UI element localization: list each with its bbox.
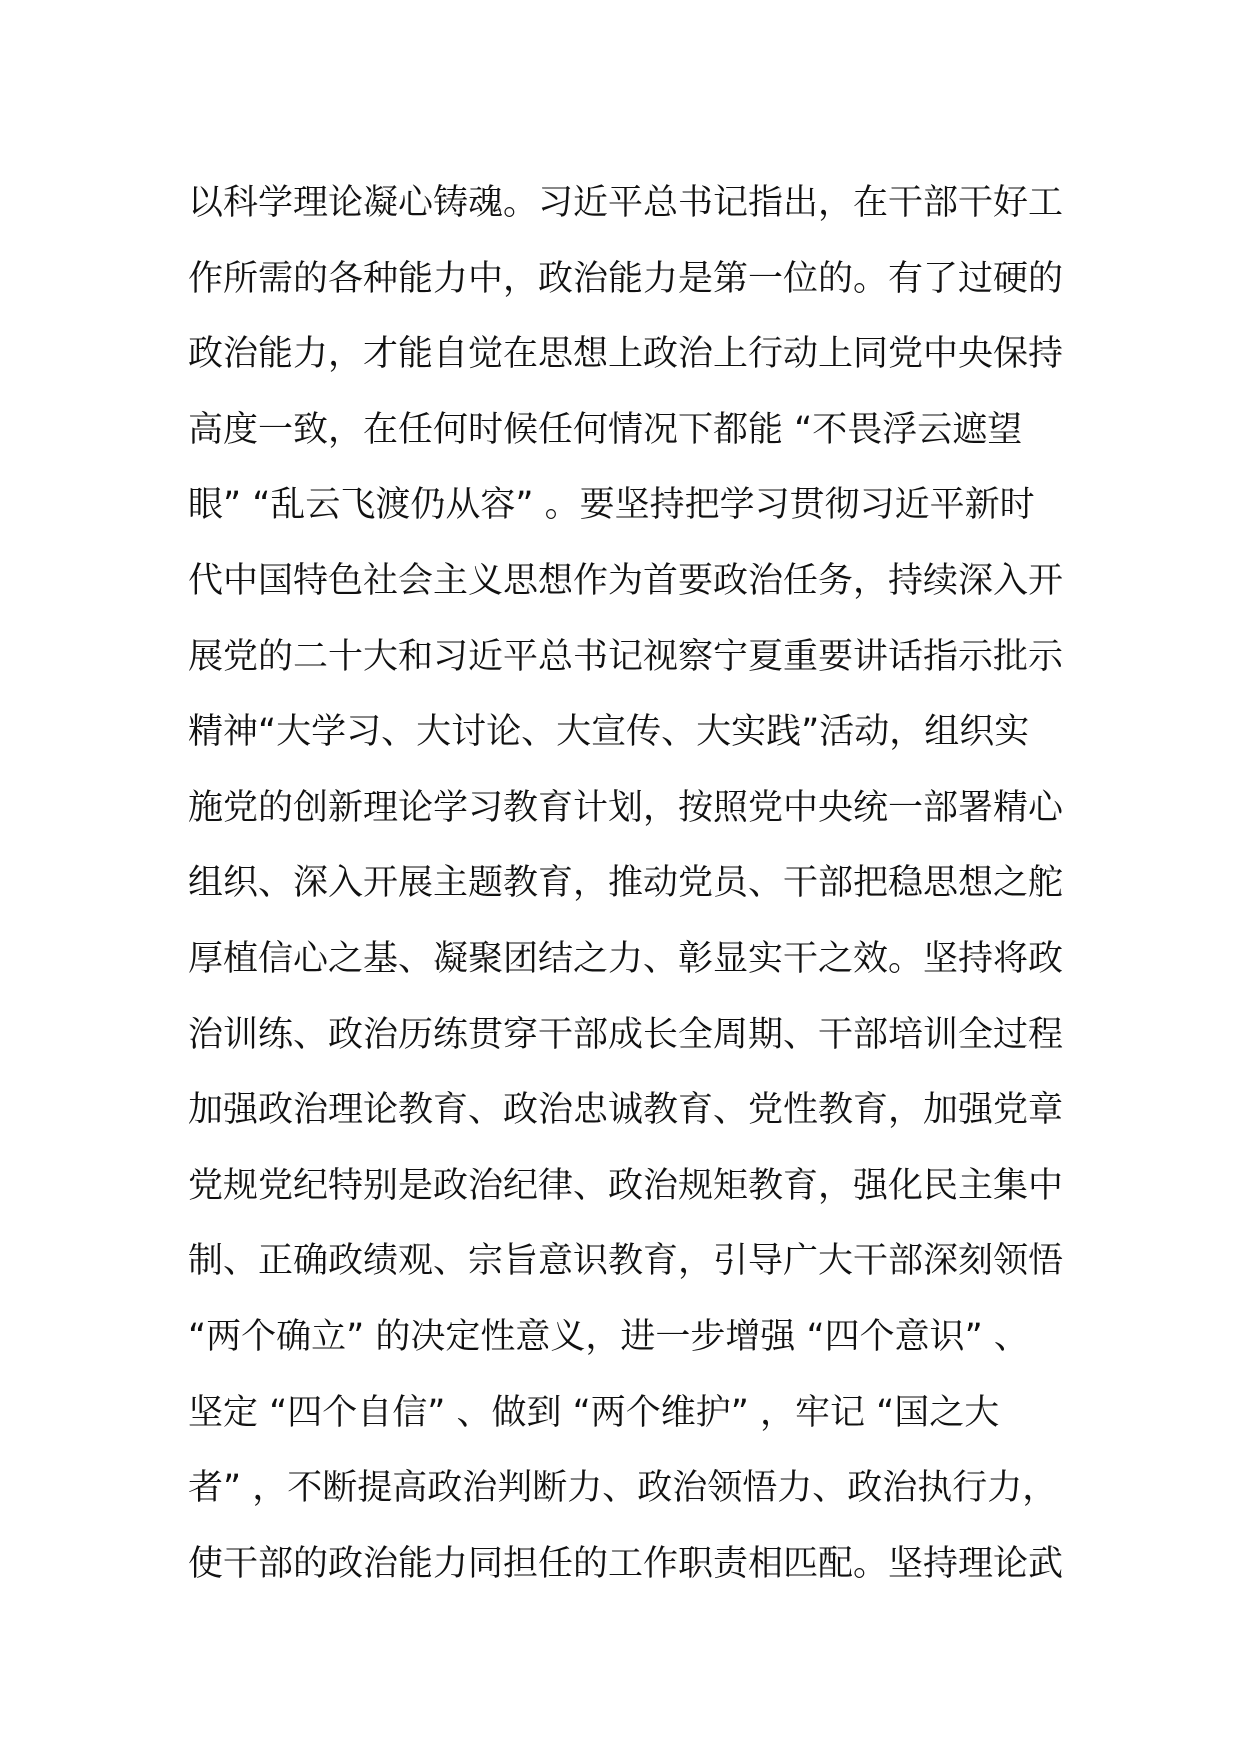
text-line: 展党的二十大和习近平总书记视察宁夏重要讲话指示批示 — [188, 636, 1064, 677]
text-line: 者” ，不断提高政治判断力、政治领悟力、政治执行力， — [188, 1468, 1058, 1509]
text-line: “两个确立” 的决定性意义，进一步增强 “四个意识” 、 — [188, 1316, 1029, 1357]
text-line: 眼” “乱云飞渡仍从容” 。要坚持把学习贯彻习近平新时 — [188, 485, 1035, 526]
text-line: 组织、深入开展主题教育，推动党员、干部把稳思想之舵 — [188, 863, 1064, 904]
text-line: 政治能力，才能自觉在思想上政治上行动上同党中央保持 — [188, 334, 1064, 375]
text-line: 高度一致，在任何时候任何情况下都能 “不畏浮云遮望 — [188, 409, 1023, 450]
text-line: 作所需的各种能力中，政治能力是第一位的。有了过硬的 — [188, 258, 1064, 299]
text-line: 加强政治理论教育、政治忠诚教育、党性教育，加强党章 — [188, 1090, 1064, 1131]
text-line: 以科学理论凝心铸魂。习近平总书记指出，在干部干好工 — [188, 183, 1064, 223]
text-line: 精神“大学习、大讨论、大宣传、大实践”活动，组织实 — [188, 712, 1030, 753]
body-paragraph — [188, 166, 1068, 1602]
text-line: 坚定 “四个自信” 、做到 “两个维护” ，牢记 “国之大 — [188, 1392, 1000, 1433]
text-line: 党规党纪特别是政治纪律、政治规矩教育，强化民主集中 — [188, 1165, 1064, 1206]
text-line: 代中国特色社会主义思想作为首要政治任务，持续深入开 — [188, 560, 1064, 601]
text-line: 施党的创新理论学习教育计划，按照党中央统一部署精心 — [188, 787, 1064, 828]
text-line: 制、正确政绩观、宗旨意识教育，引导广大干部深刻领悟 — [188, 1241, 1064, 1282]
text-line: 厚植信心之基、凝聚团结之力、彰显实干之效。坚持将政 — [188, 938, 1064, 979]
text-line: 使干部的政治能力同担任的工作职责相匹配。坚持理论武 — [188, 1543, 1064, 1584]
text-line: 治训练、政治历练贯穿干部成长全周期、干部培训全过程 — [188, 1014, 1064, 1055]
